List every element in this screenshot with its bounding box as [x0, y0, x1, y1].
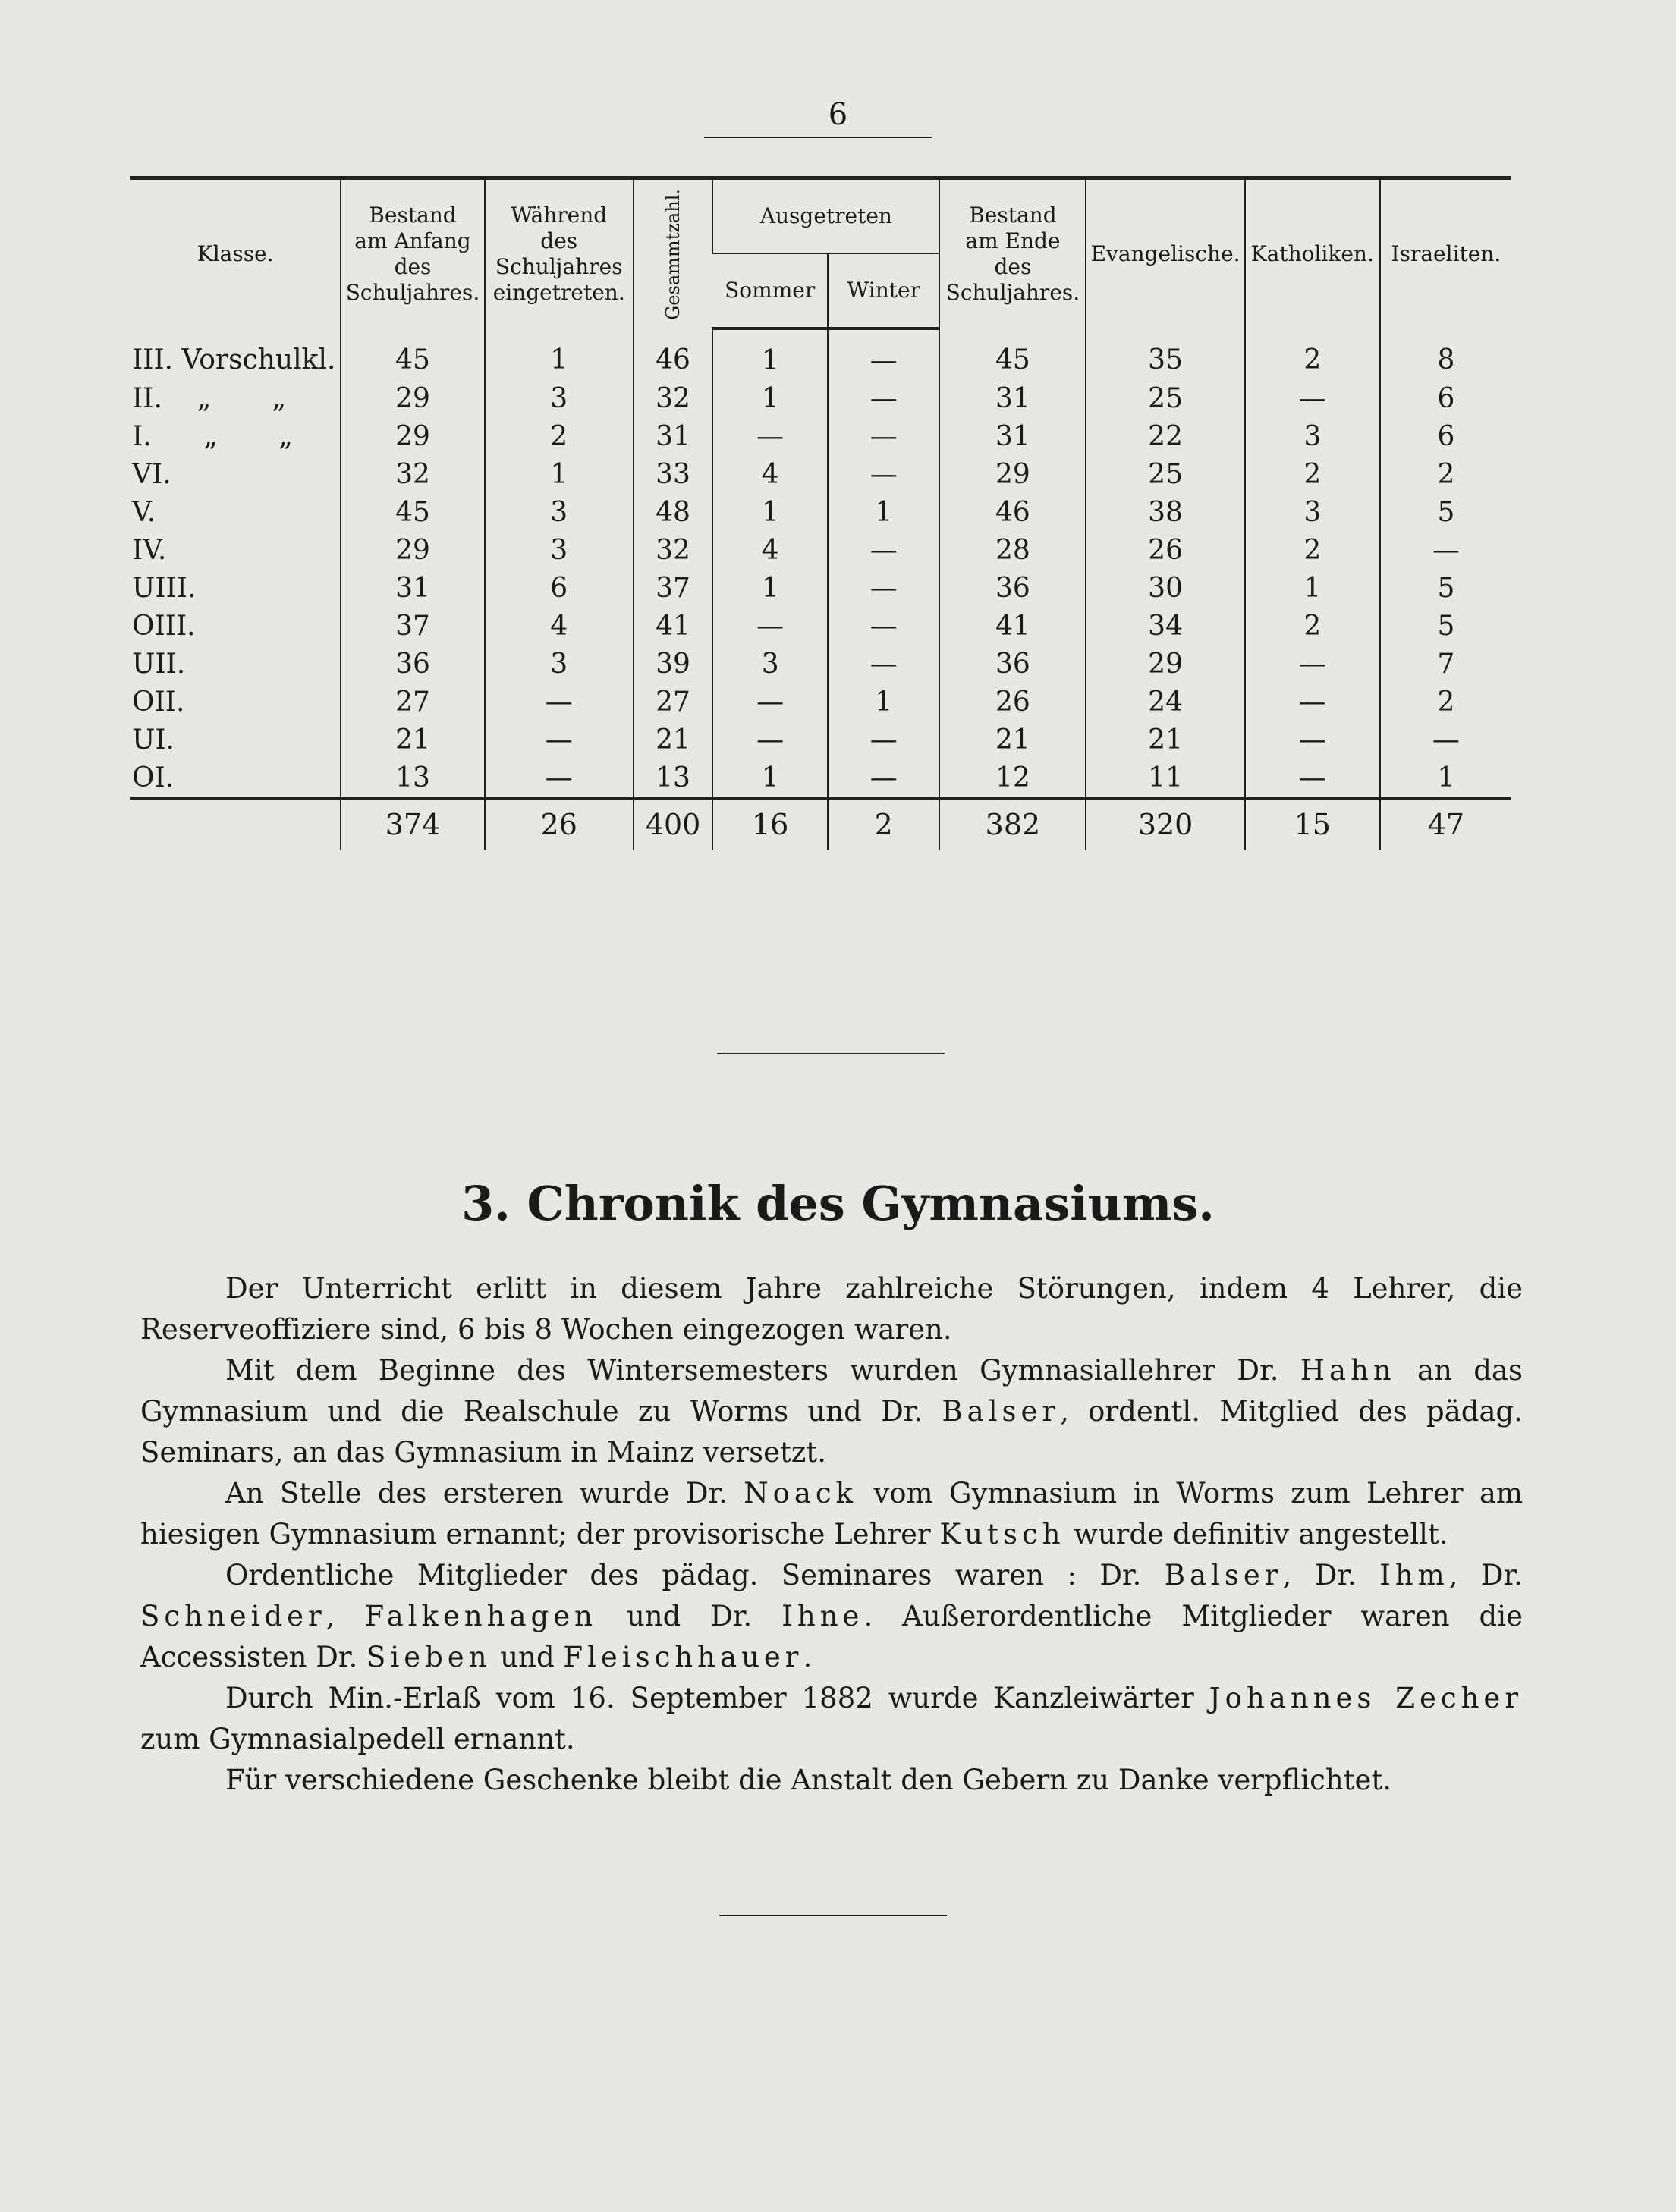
p2-text-b: an das Gymnasium und die Realschule zu Worms und Dr.: [140, 1354, 1523, 1428]
cell-ende: 36: [939, 570, 1086, 608]
p2-name-hahn: Hahn: [1300, 1354, 1396, 1387]
cell-ende: 12: [939, 759, 1086, 799]
p2-text-c: , ordentl. Mitglied des pädag. Seminars, an das Gymnasium in Mainz versetzt.: [140, 1395, 1523, 1469]
cell-anfang: 29: [341, 532, 484, 570]
cell-ende: 41: [939, 608, 1086, 646]
gesamtzahl-label: Gesammtzahl.: [662, 188, 684, 320]
bestand-anfang-line-2: am Anfang: [354, 228, 471, 253]
cell-eingetreten: 3: [485, 494, 634, 532]
cell-ende: 45: [939, 328, 1086, 380]
cell-gesamt: 32: [634, 380, 712, 418]
cell-anfang: 36: [341, 646, 484, 683]
col-ausgetreten-header: Ausgetreten: [712, 178, 939, 254]
cell-klasse: III. Vorschulkl.: [132, 344, 336, 375]
cell-eingetreten: 6: [485, 570, 634, 608]
totals-label-cell: [130, 799, 341, 850]
cell-isr: 2: [1380, 683, 1511, 721]
p4-text-g: und: [491, 1641, 564, 1673]
cell-kath: 1: [1245, 570, 1380, 608]
p4-name-ihne: Ihne: [781, 1600, 864, 1632]
cell-eingetreten: 1: [485, 328, 634, 380]
col-israeliten-header: Israeliten.: [1380, 178, 1511, 329]
cell-winter: 1: [828, 683, 939, 721]
cell-evang: 29: [1086, 646, 1244, 683]
cell-anfang: 45: [341, 494, 484, 532]
page-number: 6: [828, 97, 848, 132]
waehrend-line-2: des: [540, 228, 578, 253]
cell-gesamt: 21: [634, 721, 712, 759]
bestand-anfang-line-1: Bestand: [369, 203, 457, 228]
col-bestand-anfang-header: [341, 178, 484, 329]
cell-isr: 7: [1380, 646, 1511, 683]
cell-kath: 2: [1245, 608, 1380, 646]
waehrend-line-3: Schuljahres: [495, 254, 623, 279]
cell-winter: —: [828, 418, 939, 456]
cell-evang: 21: [1086, 721, 1244, 759]
cell-kath: —: [1245, 759, 1380, 799]
cell-evang: 35: [1086, 328, 1244, 380]
table-row: [130, 608, 1511, 646]
cell-klasse: V.: [132, 497, 156, 528]
cell-winter: 1: [828, 494, 939, 532]
cell-kath: 2: [1245, 328, 1380, 380]
p4-text-c: , Dr.: [1448, 1559, 1523, 1591]
cell-klasse: OIII.: [132, 611, 196, 642]
table-row: [130, 532, 1511, 570]
cell-anfang: 27: [341, 683, 484, 721]
cell-kath: —: [1245, 646, 1380, 683]
p4-text-a: Ordentliche Mitglieder des pädag. Seminares waren : Dr.: [225, 1559, 1165, 1591]
cell-sommer: 3: [712, 646, 828, 683]
cell-sommer: 1: [712, 328, 828, 380]
p5-text-b: zum Gymnasialpedell ernannt.: [140, 1723, 575, 1755]
cell-gesamt: 27: [634, 683, 712, 721]
cell-kath: 2: [1245, 456, 1380, 494]
p4-name-balser: Balser: [1164, 1559, 1283, 1591]
table-row: [130, 328, 1511, 380]
cell-gesamt: 48: [634, 494, 712, 532]
cell-sommer: —: [712, 608, 828, 646]
cell-isr: 5: [1380, 570, 1511, 608]
p4-name-schneider: Schneider: [140, 1600, 326, 1632]
cell-evang: 34: [1086, 608, 1244, 646]
paragraph-2: [140, 1350, 1523, 1473]
cell-isr: 5: [1380, 494, 1511, 532]
cell-winter: —: [828, 456, 939, 494]
p4-text-f: . Außerordentliche Mitglieder waren die Accessisten Dr.: [140, 1600, 1523, 1673]
cell-gesamt: 39: [634, 646, 712, 683]
cell-winter: —: [828, 380, 939, 418]
p5-text-a: Durch Min.-Erlaß vom 16. September 1882 wurde Kanzleiwärter: [225, 1682, 1209, 1714]
page-number-rule: [704, 137, 932, 138]
cell-gesamt: 33: [634, 456, 712, 494]
bestand-ende-line-1: Bestand: [969, 203, 1057, 228]
cell-gesamt: 31: [634, 418, 712, 456]
cell-ende: 31: [939, 418, 1086, 456]
cell-gesamt: 37: [634, 570, 712, 608]
cell-isr: —: [1380, 721, 1511, 759]
p3-name-noack: Noack: [744, 1477, 858, 1510]
p2-text-a: Mit dem Beginne des Wintersemesters wurden Gymnasiallehrer Dr.: [225, 1354, 1300, 1387]
cell-eingetreten: 1: [485, 456, 634, 494]
enrollment-table: [130, 176, 1511, 850]
paragraph-6: Für verschiedene Geschenke bleibt die Anstalt den Gebern zu Danke verpflichtet.: [225, 1764, 1392, 1796]
cell-eingetreten: 4: [485, 608, 634, 646]
cell-anfang: 45: [341, 328, 484, 380]
p2-name-balser: Balser: [942, 1395, 1061, 1428]
total-winter: 2: [828, 799, 939, 850]
cell-evang: 30: [1086, 570, 1244, 608]
cell-kath: 2: [1245, 532, 1380, 570]
p4-text-d: ,: [325, 1600, 365, 1632]
cell-gesamt: 41: [634, 608, 712, 646]
cell-winter: —: [828, 721, 939, 759]
table-row: [130, 456, 1511, 494]
paragraph-4: [140, 1555, 1523, 1678]
cell-ende: 21: [939, 721, 1086, 759]
col-evangelische-header: Evangelische.: [1086, 178, 1244, 329]
cell-eingetreten: —: [485, 721, 634, 759]
p4-name-fleischhauer: Fleischhauer: [563, 1641, 803, 1673]
col-katholiken-header: Katholiken.: [1245, 178, 1380, 329]
total-gesamt: 400: [634, 799, 712, 850]
cell-winter: —: [828, 759, 939, 799]
p3-text-c: wurde definitiv angestellt.: [1064, 1518, 1448, 1551]
cell-isr: 2: [1380, 456, 1511, 494]
cell-winter: —: [828, 328, 939, 380]
cell-klasse: UI.: [132, 724, 175, 756]
waehrend-line-1: Während: [511, 203, 608, 228]
cell-winter: —: [828, 570, 939, 608]
total-kath: 15: [1245, 799, 1380, 850]
cell-kath: —: [1245, 380, 1380, 418]
cell-gesamt: 46: [634, 328, 712, 380]
cell-klasse: IV.: [132, 535, 167, 566]
p4-text-h: .: [803, 1641, 813, 1673]
cell-anfang: 13: [341, 759, 484, 799]
p5-name-zecher: Johannes Zecher: [1209, 1682, 1523, 1714]
bestand-ende-line-2: am Ende: [965, 228, 1061, 253]
enrollment-table-body: [130, 328, 1511, 799]
p4-text-e: und Dr.: [596, 1600, 782, 1632]
cell-anfang: 32: [341, 456, 484, 494]
cell-anfang: 29: [341, 380, 484, 418]
section-divider-rule: [717, 1053, 945, 1054]
table-row: [130, 418, 1511, 456]
cell-evang: 26: [1086, 532, 1244, 570]
table-row: [130, 646, 1511, 683]
cell-sommer: —: [712, 683, 828, 721]
cell-isr: 6: [1380, 380, 1511, 418]
total-evang: 320: [1086, 799, 1244, 850]
col-sommer-header: Sommer: [712, 253, 828, 328]
p4-name-sieben: Sieben: [366, 1641, 492, 1673]
cell-klasse: OI.: [132, 762, 175, 793]
paragraph-1: Der Unterricht erlitt in diesem Jahre zahlreiche Störungen, indem 4 Lehrer, die Reserveoffiziere sind, 6 bis 8 Wochen eingezogen waren.: [140, 1272, 1523, 1346]
cell-evang: 24: [1086, 683, 1244, 721]
total-sommer: 16: [712, 799, 828, 850]
table-row: [130, 683, 1511, 721]
bottom-rule: [719, 1915, 947, 1916]
cell-eingetreten: 3: [485, 380, 634, 418]
col-klasse-header: Klasse.: [197, 241, 274, 266]
cell-evang: 38: [1086, 494, 1244, 532]
col-waehrend-header: [485, 178, 634, 329]
cell-ende: 46: [939, 494, 1086, 532]
cell-sommer: 1: [712, 494, 828, 532]
cell-sommer: 4: [712, 532, 828, 570]
cell-ende: 26: [939, 683, 1086, 721]
p3-name-kutsch: Kutsch: [939, 1518, 1065, 1551]
table-row: [130, 494, 1511, 532]
cell-eingetreten: 2: [485, 418, 634, 456]
cell-anfang: 29: [341, 418, 484, 456]
paragraph-5: [140, 1678, 1523, 1760]
cell-evang: 25: [1086, 456, 1244, 494]
total-ende: 382: [939, 799, 1086, 850]
cell-isr: 1: [1380, 759, 1511, 799]
total-anfang: 374: [341, 799, 484, 850]
cell-eingetreten: 3: [485, 646, 634, 683]
cell-anfang: 31: [341, 570, 484, 608]
col-winter-header: Winter: [828, 253, 939, 328]
cell-eingetreten: 3: [485, 532, 634, 570]
cell-eingetreten: —: [485, 683, 634, 721]
cell-sommer: —: [712, 418, 828, 456]
cell-isr: 6: [1380, 418, 1511, 456]
bestand-ende-line-4: Schuljahres.: [945, 280, 1080, 305]
cell-klasse: UII.: [132, 649, 186, 680]
cell-klasse: I. „ „: [132, 421, 293, 452]
totals-row: [130, 799, 1511, 850]
chronicle-text: [140, 1268, 1523, 1801]
cell-kath: 3: [1245, 418, 1380, 456]
cell-sommer: 1: [712, 759, 828, 799]
col-bestand-ende-header: [939, 178, 1086, 329]
cell-gesamt: 32: [634, 532, 712, 570]
cell-ende: 31: [939, 380, 1086, 418]
cell-winter: —: [828, 532, 939, 570]
table-row: [130, 759, 1511, 799]
cell-kath: —: [1245, 721, 1380, 759]
cell-klasse: UIII.: [132, 573, 197, 604]
p3-text-b: vom Gymnasium in Worms zum Lehrer am hiesigen Gymnasium ernannt; der provisorische Lehrer: [140, 1477, 1523, 1551]
cell-sommer: 1: [712, 570, 828, 608]
cell-anfang: 21: [341, 721, 484, 759]
cell-evang: 11: [1086, 759, 1244, 799]
total-isr: 47: [1380, 799, 1511, 850]
cell-gesamt: 13: [634, 759, 712, 799]
cell-sommer: 4: [712, 456, 828, 494]
cell-sommer: 1: [712, 380, 828, 418]
cell-evang: 25: [1086, 380, 1244, 418]
cell-sommer: —: [712, 721, 828, 759]
paragraph-3: [140, 1473, 1523, 1555]
cell-kath: —: [1245, 683, 1380, 721]
table-row: [130, 721, 1511, 759]
cell-isr: —: [1380, 532, 1511, 570]
section-title: 3. Chronik des Gymnasiums.: [461, 1176, 1215, 1231]
p4-text-b: , Dr.: [1282, 1559, 1380, 1591]
cell-eingetreten: —: [485, 759, 634, 799]
cell-klasse: VI.: [132, 459, 171, 490]
cell-winter: —: [828, 608, 939, 646]
cell-isr: 5: [1380, 608, 1511, 646]
p4-name-ihm: Ihm: [1379, 1559, 1449, 1591]
cell-kath: 3: [1245, 494, 1380, 532]
bestand-anfang-line-4: Schuljahres.: [345, 280, 480, 305]
table-row: [130, 380, 1511, 418]
cell-klasse: OII.: [132, 687, 185, 718]
cell-klasse: II. „ „: [132, 383, 287, 414]
cell-winter: —: [828, 646, 939, 683]
cell-isr: 8: [1380, 328, 1511, 380]
p4-name-falkenhagen: Falkenhagen: [364, 1600, 597, 1632]
table-row: [130, 570, 1511, 608]
col-gesamtzahl-header: [634, 178, 712, 329]
bestand-anfang-line-3: des: [394, 254, 432, 279]
cell-ende: 29: [939, 456, 1086, 494]
bestand-ende-line-3: des: [994, 254, 1032, 279]
cell-ende: 36: [939, 646, 1086, 683]
waehrend-line-4: eingetreten.: [492, 280, 625, 305]
cell-evang: 22: [1086, 418, 1244, 456]
total-eingetreten: 26: [485, 799, 634, 850]
cell-anfang: 37: [341, 608, 484, 646]
p3-text-a: An Stelle des ersteren wurde Dr.: [225, 1477, 744, 1510]
cell-ende: 28: [939, 532, 1086, 570]
